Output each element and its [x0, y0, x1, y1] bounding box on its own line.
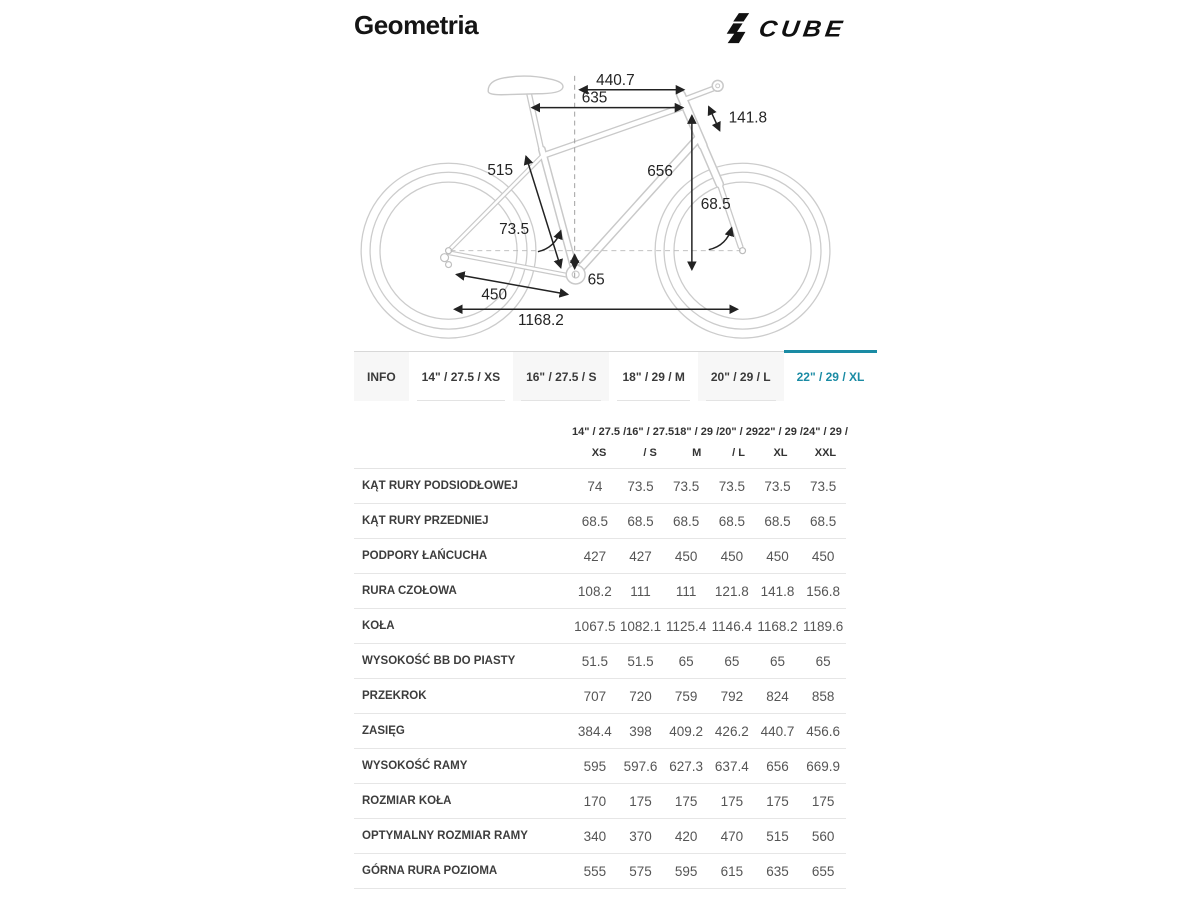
- table-cell: 627.3: [669, 758, 704, 774]
- table-cell: 175: [629, 793, 652, 809]
- table-cell: 426.2: [714, 723, 749, 739]
- table-cell: 65: [769, 653, 785, 669]
- row-label: KOŁA: [362, 620, 395, 632]
- table-cell: 707: [583, 688, 607, 704]
- dim-label-seattube: 515: [487, 162, 514, 180]
- table-cell: 560: [811, 828, 835, 844]
- row-label: KĄT RURY PRZEDNIEJ: [362, 515, 489, 527]
- table-cell: 450: [766, 548, 789, 564]
- table-row: [354, 469, 846, 504]
- table-cell: 420: [674, 828, 698, 844]
- frame-inner: [449, 89, 741, 277]
- table-cell: 68.5: [673, 513, 700, 529]
- size-tabs: [354, 351, 865, 401]
- dim-label-seatangle: 73.5: [499, 220, 530, 238]
- table-cell: 1125.4: [666, 618, 707, 634]
- table-cell: 450: [674, 548, 698, 564]
- table-cell: 450: [720, 548, 744, 564]
- table-cell: 68.5: [810, 513, 837, 529]
- dim-label-headtube: 141.8: [728, 109, 768, 127]
- table-row: [354, 644, 846, 679]
- tab-16-27-5-s[interactable]: 16" / 27.5 / S: [513, 352, 609, 401]
- column-header: 18" / 29 / M: [674, 425, 720, 459]
- table-cell: 175: [766, 793, 789, 809]
- table-cell: 175: [720, 793, 744, 809]
- table-cell: 759: [674, 688, 698, 704]
- tab-22-29-xl[interactable]: 22" / 29 / XL: [784, 352, 878, 401]
- table-cell: 175: [674, 793, 698, 809]
- table-cell: 515: [766, 828, 789, 844]
- tab-info[interactable]: INFO: [354, 352, 409, 401]
- table-cell: 792: [720, 688, 744, 704]
- table-cell: 51.5: [581, 653, 608, 669]
- row-label: WYSOKOŚĆ BB DO PIASTY: [362, 655, 516, 667]
- table-cell: 73.5: [718, 478, 745, 494]
- table-cell: 595: [583, 758, 607, 774]
- handlebar-grip-drawing: [712, 80, 723, 91]
- table-cell: 108.2: [577, 583, 612, 599]
- saddle-drawing: [488, 76, 563, 95]
- dim-label-bbdrop: 65: [587, 271, 605, 289]
- geometry-table: [354, 417, 846, 889]
- table-row: [354, 784, 846, 819]
- table-row: [354, 749, 846, 784]
- dim-label-headangle: 68.5: [700, 195, 731, 213]
- table-cell: 175: [811, 793, 835, 809]
- dimension-labels: [481, 72, 767, 329]
- page-title: Geometria: [354, 10, 479, 40]
- table-cell: 597.6: [623, 758, 658, 774]
- table-cell: 637.4: [714, 758, 749, 774]
- dim-label-stack: 656: [647, 163, 673, 181]
- table-row: [354, 714, 846, 749]
- row-label: ZASIĘG: [362, 725, 405, 737]
- table-row: [354, 854, 846, 889]
- table-cell: 824: [766, 688, 789, 704]
- table-cell: 141.8: [760, 583, 795, 599]
- table-cell: 1146.4: [711, 618, 752, 634]
- table-cell: 409.2: [669, 723, 704, 739]
- table-cell: 858: [811, 688, 835, 704]
- derailleur-drawing: [441, 254, 449, 262]
- tab-18-29-m[interactable]: 18" / 29 / M: [609, 352, 697, 401]
- table-row: [354, 574, 846, 609]
- column-header: 20" / 29 / L: [719, 425, 758, 459]
- table-cell: 1189.6: [803, 618, 844, 634]
- table-cell: 51.5: [627, 653, 654, 669]
- bike-geometry-diagram: [354, 58, 846, 351]
- column-header: 16" / 27.5 / S: [626, 425, 675, 459]
- row-label: WYSOKOŚĆ RAMY: [362, 760, 468, 772]
- table-cell: 555: [583, 863, 607, 879]
- table-cell: 398: [629, 723, 652, 739]
- table-cell: 121.8: [714, 583, 749, 599]
- table-cell: 170: [583, 793, 607, 809]
- column-header: 22" / 29 / XL: [758, 425, 803, 459]
- row-label: ROZMIAR KOŁA: [362, 795, 452, 807]
- cube-logo-icon: [722, 12, 752, 46]
- table-cell: 615: [720, 863, 744, 879]
- table-row: [354, 504, 846, 539]
- table-cell: 111: [675, 583, 697, 599]
- table-cell: 720: [629, 688, 652, 704]
- row-label: KĄT RURY PODSIODŁOWEJ: [362, 480, 518, 492]
- table-cell: 111: [630, 583, 651, 599]
- dim-headangle-arc: [709, 228, 732, 250]
- column-header: 24" / 29 / XXL: [802, 425, 848, 459]
- table-header-row: [354, 417, 846, 469]
- table-cell: 73.5: [627, 478, 654, 494]
- table-row: [354, 819, 846, 854]
- table-row: [354, 679, 846, 714]
- row-label: OPTYMALNY ROZMIAR RAMY: [362, 830, 528, 842]
- cube-logo-wordmark: CUBE: [757, 15, 848, 42]
- table-cell: 384.4: [577, 723, 612, 739]
- table-cell: 68.5: [627, 513, 654, 529]
- table-cell: 68.5: [581, 513, 608, 529]
- table-cell: 1067.5: [574, 618, 616, 634]
- dim-label-toptube: 635: [581, 89, 608, 107]
- table-cell: 456.6: [806, 723, 841, 739]
- table-row: [354, 609, 846, 644]
- tab-14-27-5-xs[interactable]: 14" / 27.5 / XS: [409, 352, 513, 401]
- table-row: [354, 539, 846, 574]
- table-cell: 65: [724, 653, 740, 669]
- cube-logo: [722, 12, 846, 46]
- table-cell: 635: [766, 863, 789, 879]
- table-cell: 595: [674, 863, 698, 879]
- table-cell: 1168.2: [757, 618, 798, 634]
- table-cell: 656: [766, 758, 789, 774]
- dim-headtube-line: [709, 107, 720, 131]
- tab-20-29-l[interactable]: 20" / 29 / L: [698, 352, 784, 401]
- row-label: GÓRNA RURA POZIOMA: [362, 865, 498, 877]
- row-label: RURA CZOŁOWA: [362, 585, 457, 597]
- table-cell: 73.5: [673, 478, 700, 494]
- table-cell: 470: [720, 828, 744, 844]
- table-cell: 65: [815, 653, 831, 669]
- table-cell: 427: [583, 548, 607, 564]
- dim-label-reach: 440.7: [596, 71, 635, 89]
- table-cell: 450: [811, 548, 835, 564]
- table-cell: 440.7: [760, 723, 795, 739]
- table-cell: 73.5: [810, 478, 837, 494]
- row-label: PRZEKROK: [362, 690, 427, 702]
- table-cell: 68.5: [718, 513, 745, 529]
- table-cell: 73.5: [764, 478, 791, 494]
- table-cell: 655: [811, 863, 835, 879]
- table-cell: 1082.1: [619, 618, 662, 634]
- dim-label-chainstay: 450: [481, 286, 508, 304]
- table-cell: 340: [583, 828, 607, 844]
- table-cell: 427: [629, 548, 652, 564]
- column-header: 14" / 27.5 / XS: [572, 425, 627, 459]
- table-cell: 65: [678, 653, 694, 669]
- table-cell: 669.9: [806, 758, 841, 774]
- table-cell: 74: [587, 478, 603, 494]
- table-cell: 370: [629, 828, 652, 844]
- table-cell: 68.5: [764, 513, 791, 529]
- header: [354, 10, 846, 52]
- row-label: PODPORY ŁAŃCUCHA: [362, 550, 488, 562]
- dim-seatangle-arc: [538, 231, 561, 252]
- bottom-bracket-drawing: [566, 265, 585, 284]
- table-cell: 156.8: [806, 583, 841, 599]
- dim-label-wheelbase: 1168.2: [517, 312, 564, 330]
- content: [354, 0, 865, 889]
- table-cell: 575: [629, 863, 652, 879]
